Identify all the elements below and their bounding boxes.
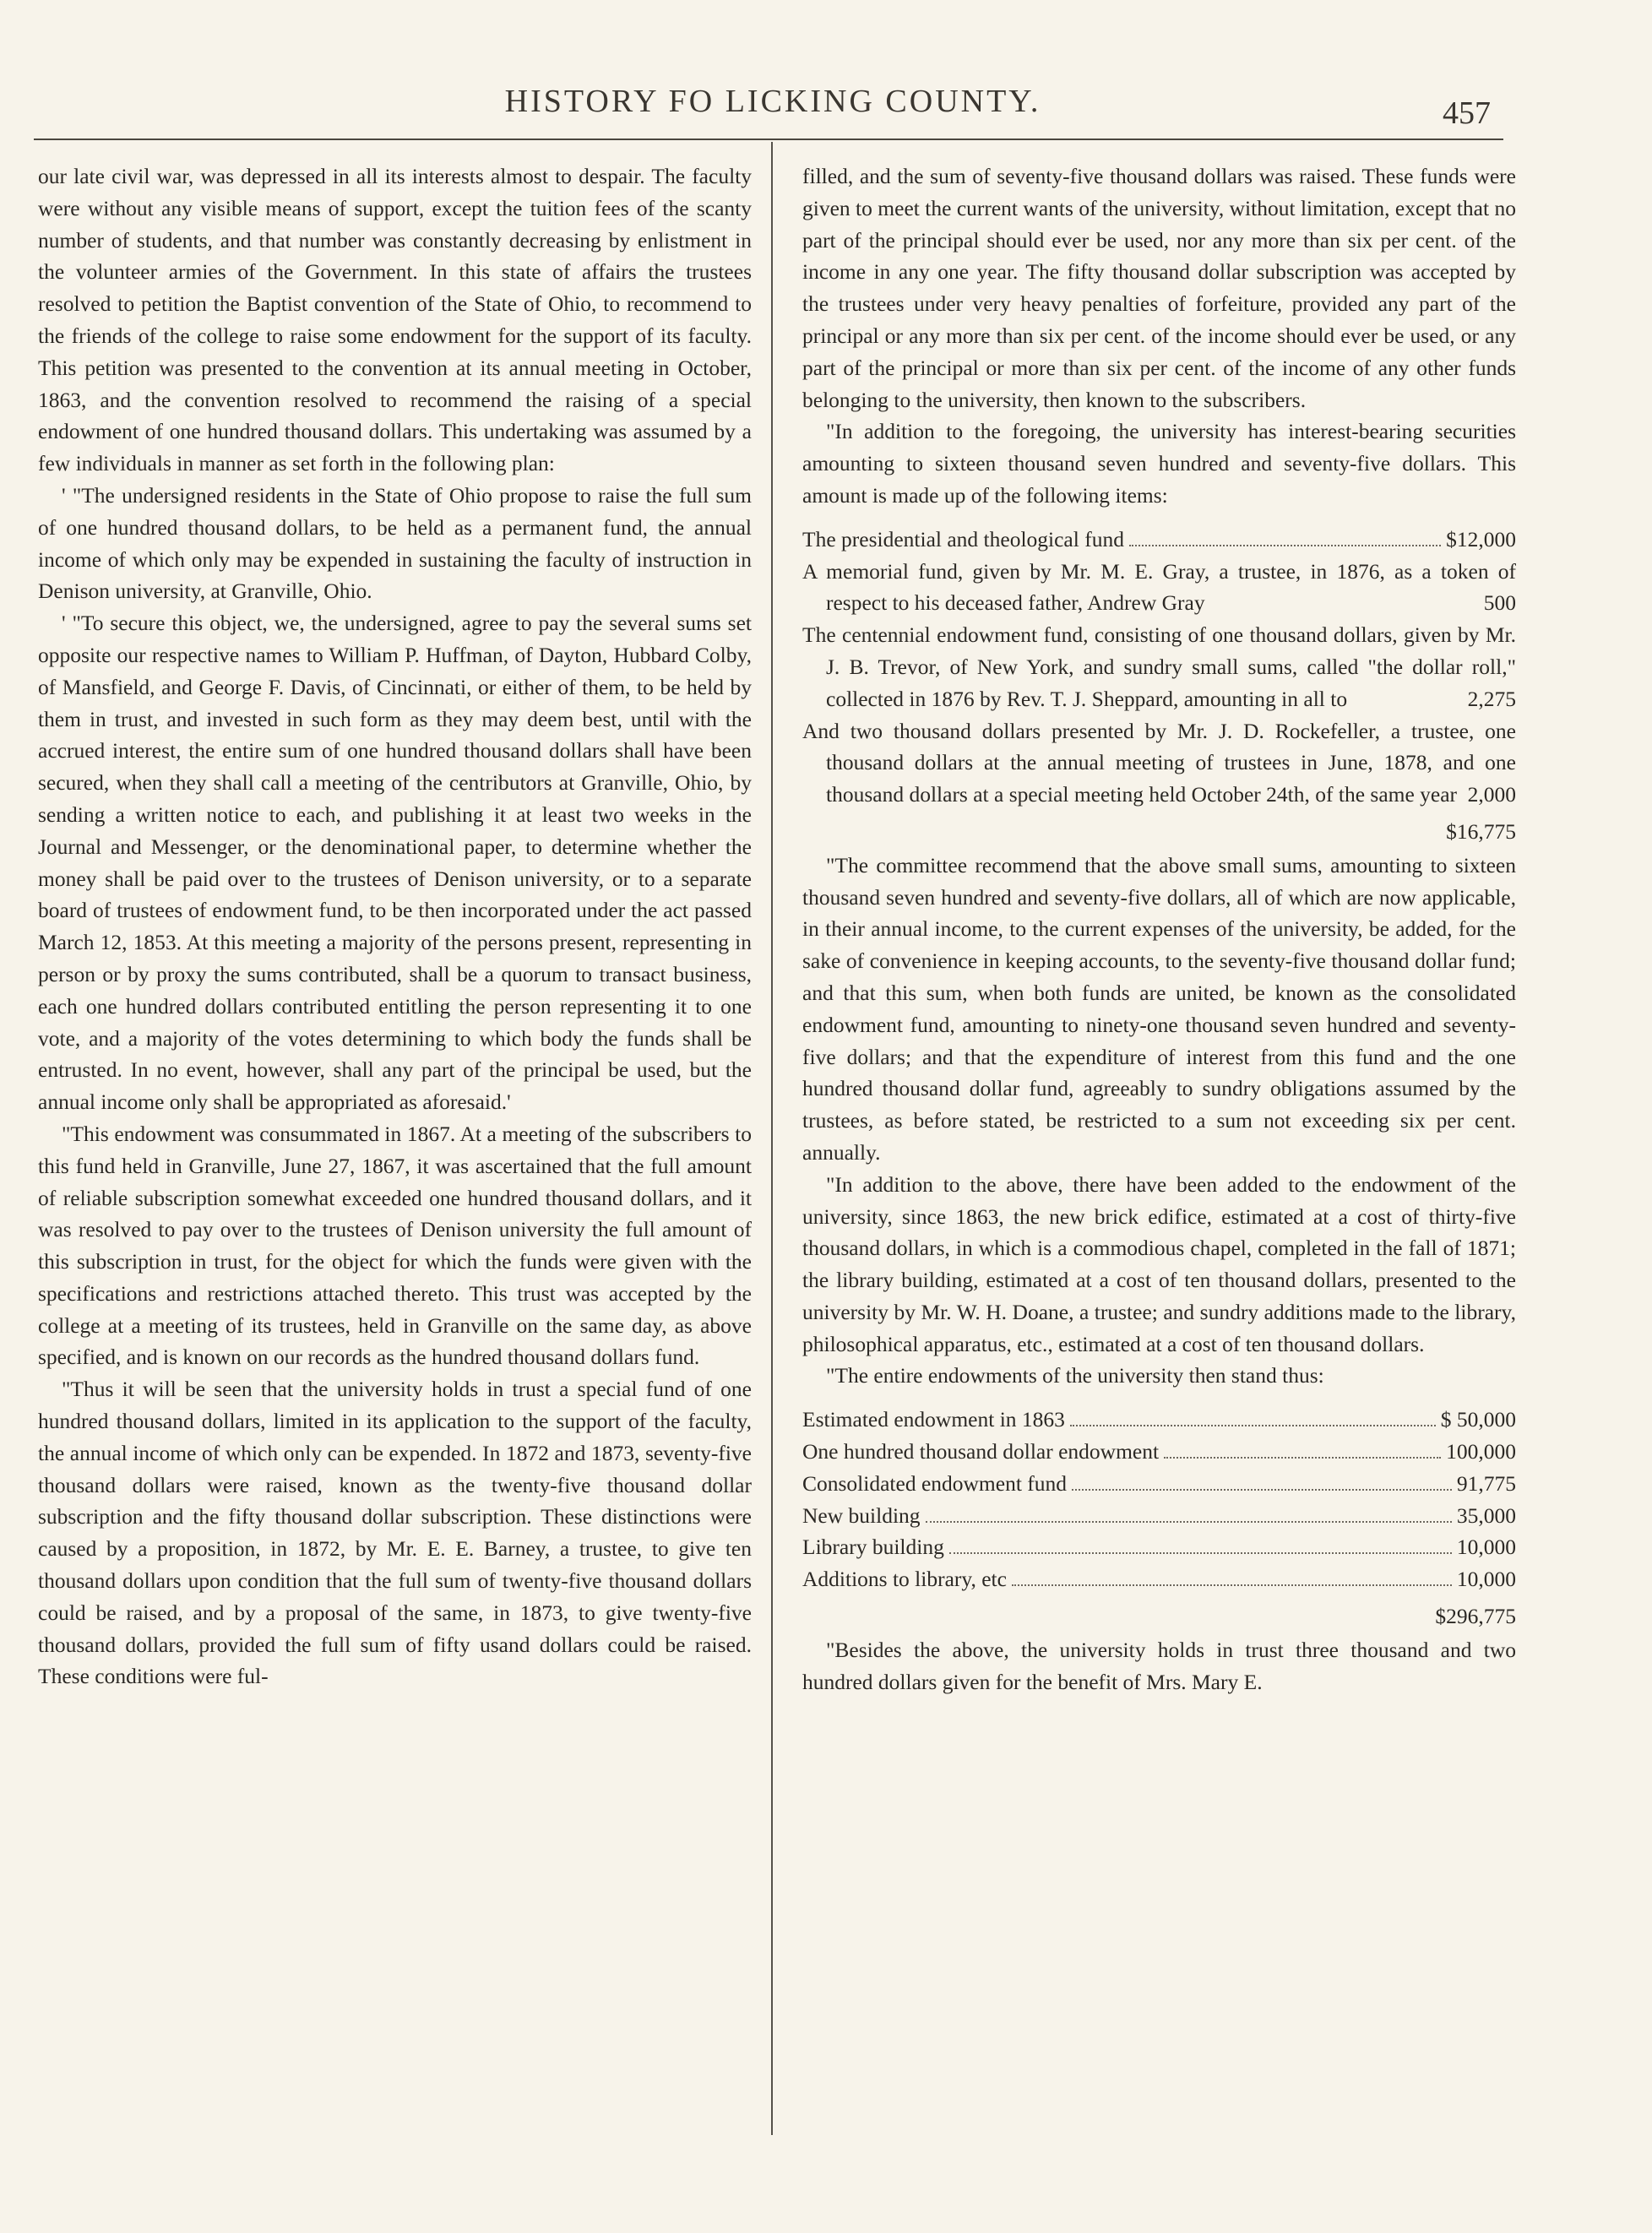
fund-item-amount: 2,000 <box>1463 779 1516 811</box>
right-column <box>802 160 1516 1698</box>
body-paragraph: "Thus it will be seen that the university holds in trust a special fund of one hundred thousand dollars, limited in its application to the support of the faculty, the annual income of which only can be expended. In 1872 and 1873, seventy-five thousand dollars were raised, known as the twenty-five thousand dollar subscription and the fifty thousand dollar subscription. These distinctions were caused by a proposition, in 1872, by Mr. E. E. Barney, a trustee, to give ten thousand dollars upon condition that the full sum of twenty-five thousand dollars could be raised, and by a proposal of the same, in 1873, to give twenty-five thousand dollars, provided the full sum of fifty usand dollars could be raised. These conditions were ful- <box>38 1377 752 1689</box>
fund-item <box>802 524 1516 556</box>
endowment-amount: $ 50,000 <box>1440 1407 1516 1432</box>
endowment-row <box>802 1531 1516 1563</box>
endowment-amount: 10,000 <box>1456 1567 1516 1592</box>
body-paragraph: ' "To secure this object, we, the undersigned, agree to pay the several sums set opposite our respective names to William P. Huffman, of Dayton, Hubbard Colby, of Mansfield, and George F. Davis, of Cincinnati, or either of them, to be held by them in trust, and invested in such form as they may deem best, until with the accrued interest, the entire sum of one hundred thousand dollars shall have been secured, when they shall call a meeting of the centributors at Granville, Ohio, by sending a written notice to each, and publishing it at least two weeks in the Journal and Messenger, or the denominational paper, to determine whether the money shall be paid over to the trustees of Denison university, or to a separate board of trustees of endowment fund, to be then incorporated under the act passed March 12, 1853. At this meeting a majority of the persons present, representing in person or by proxy the sums contributed, shall be a quorum to transact business, each one hundred dollars contributed entitling the person representing it to one vote, and a majority of the votes determining to which body the funds shall be entrusted. In no event, however, shall any part of the principal be used, but the annual income only shall be appropriated as aforesaid.' <box>38 611 752 1115</box>
body-paragraph: "In addition to the above, there have been added to the endowment of the university, since 1863, the new brick edifice, estimated at a cost of thirty-five thousand dollars, in which is a commodious chapel, completed in the fall of 1871; the library building, estimated at a cost of ten thousand dollars, presented to the university by Mr. W. H. Doane, a trustee; and sundry additions made to the library, philosophical apparatus, etc., estimated at a cost of ten thousand dollars. <box>802 1171 1516 1356</box>
fund-item <box>802 619 1516 714</box>
body-paragraph: "In addition to the foregoing, the university has interest-bearing securities amounting to sixteen thousand seven hundred and seventy-five dollars. This amount is made up of the following items: <box>802 419 1516 508</box>
body-paragraph: our late civil war, was depressed in all its interests almost to despair. The faculty were without any visible means of support, except the tuition fees of the scanty number of students, and that number was constantly decreasing by enlistment in the volunteer armies of the Government. In this state of affairs the trustees resolved to petition the Baptist convention of the State of Ohio, to recommend to the friends of the college to raise some endowment for the support of its faculty. This petition was presented to the convention at its annual meeting in October, 1863, and the convention resolved to recommend the raising of a special endowment of one hundred thousand dollars. This undertaking was assumed by a few individuals in manner as set forth in the following plan: <box>38 164 752 476</box>
endowment-row <box>802 1500 1516 1532</box>
header-rule <box>34 139 1503 140</box>
fund-item-text: And two thousand dollars presented by Mr. J. D. Rockefeller, a trustee, one thousand dollars at the annual meeting of trustees in June, 1878, and one thousand dollars at a special meeting held October 24th, of the same year <box>802 718 1516 807</box>
leader-dots <box>1129 545 1441 546</box>
fund-item <box>802 556 1516 620</box>
endowment-label: Consolidated endowment fund <box>802 1470 1068 1496</box>
column-divider <box>771 142 773 2135</box>
page-header <box>0 81 1652 131</box>
endowment-amount: 10,000 <box>1456 1535 1516 1560</box>
leader-dots <box>1164 1457 1441 1459</box>
endowment-row <box>802 1563 1516 1595</box>
leader-dots <box>926 1521 1452 1523</box>
leader-dots <box>949 1552 1452 1554</box>
running-title: HISTORY FO LICKING COUNTY. <box>504 84 1041 119</box>
endowments-total: $296,775 <box>1435 1604 1516 1629</box>
body-paragraph: filled, and the sum of seventy-five thousand dollars was raised. These funds were given to meet the current wants of the university, without limitation, except that no part of the principal should ever be used, nor any more than six per cent. of the income in any one year. The fifty thousand dollar subscription was accepted by the trustees under very heavy penalties of forfeiture, provided any part of the principal or any more than six per cent. of the income should ever be used, or any part of the principal or more than six per cent. of the income of any other funds belonging to the university, then known to the subscribers. <box>802 164 1516 412</box>
endowment-label: One hundred thousand dollar endowment <box>802 1439 1160 1464</box>
fund-item-text: The centennial endowment fund, consisting of one thousand dollars, given by Mr. J. B. Trevor, of New York, and sundry small sums, called "the dollar roll," collected in 1876 by Rev. T. J. Sheppard, amounting in all to <box>802 622 1516 711</box>
endowment-amount: 91,775 <box>1456 1470 1516 1496</box>
fund-item <box>802 715 1516 811</box>
fund-item-text: The presidential and theological fund <box>802 526 1124 551</box>
endowment-label: Library building <box>802 1535 944 1560</box>
body-paragraph: "The committee recommend that the above small sums, amounting to sixteen thousand seven hundred and seventy-five dollars, all of which are now applicable, in their annual income, to the current expenses of the university, be added, for the sake of convenience in keeping accounts, to the seventy-five thousand dollar fund; and that this sum, when both funds are united, be known as the consolidated endowment fund, amounting to ninety-one thousand seven hundred and seventy-five dollars; and that the expenditure of interest from this fund and the one hundred thousand dollar fund, agreeably to sundry obligations assumed by the trustees, as before stated, be restricted to a sum not exceeding six per cent. annually. <box>802 852 1516 1165</box>
endowment-row <box>802 1468 1516 1500</box>
leader-dots <box>1070 1425 1436 1426</box>
fund-item-amount: 2,275 <box>1463 683 1516 715</box>
endowment-label: Estimated endowment in 1863 <box>802 1407 1065 1432</box>
fund-item-amount: 500 <box>1479 587 1516 619</box>
body-paragraph: ' "The undersigned residents in the State of Ohio propose to raise the full sum of one hundred thousand dollars, to be held as a permanent fund, the annual income of which only may be expended in sustaining the faculty of instruction in Denison university, at Granville, Ohio. <box>38 482 752 604</box>
body-paragraph: "The entire endowments of the university then stand thus: <box>826 1363 1324 1388</box>
leader-dots <box>1072 1489 1452 1491</box>
body-paragraph: "This endowment was consummated in 1867. At a meeting of the subscribers to this fund held in Granville, June 27, 1867, it was ascertained that the full amount of reliable subscription somewhat exceeded one hundred thousand dollars, and it was resolved to pay over to the trustees of Denison university the full amount of this subscription in trust, for the object for which the funds were given with the specifications and restrictions attached thereto. This trust was accepted by the college at a meeting of its trustees, held in Granville on the same day, as above specified, and is known on our records as the hundred thousand dollars fund. <box>38 1121 752 1370</box>
endowment-label: New building <box>802 1502 921 1528</box>
left-column <box>38 160 752 1692</box>
page-number: 457 <box>1443 95 1491 131</box>
items-total: $16,775 <box>1446 818 1516 844</box>
endowment-amount: 35,000 <box>1456 1502 1516 1528</box>
endowment-row <box>802 1436 1516 1468</box>
fund-item-text: A memorial fund, given by Mr. M. E. Gray, a trustee, in 1876, as a token of respect to his deceased father, Andrew Gray <box>802 558 1516 616</box>
fund-item-amount: $12,000 <box>1446 526 1516 551</box>
leader-dots <box>1012 1584 1452 1586</box>
endowment-row <box>802 1404 1516 1436</box>
endowment-amount: 100,000 <box>1446 1439 1516 1464</box>
endowment-label: Additions to library, etc <box>802 1567 1007 1592</box>
body-paragraph: "Besides the above, the university holds in trust three thousand and two hundred dollars given for the benefit of Mrs. Mary E. <box>802 1637 1516 1694</box>
